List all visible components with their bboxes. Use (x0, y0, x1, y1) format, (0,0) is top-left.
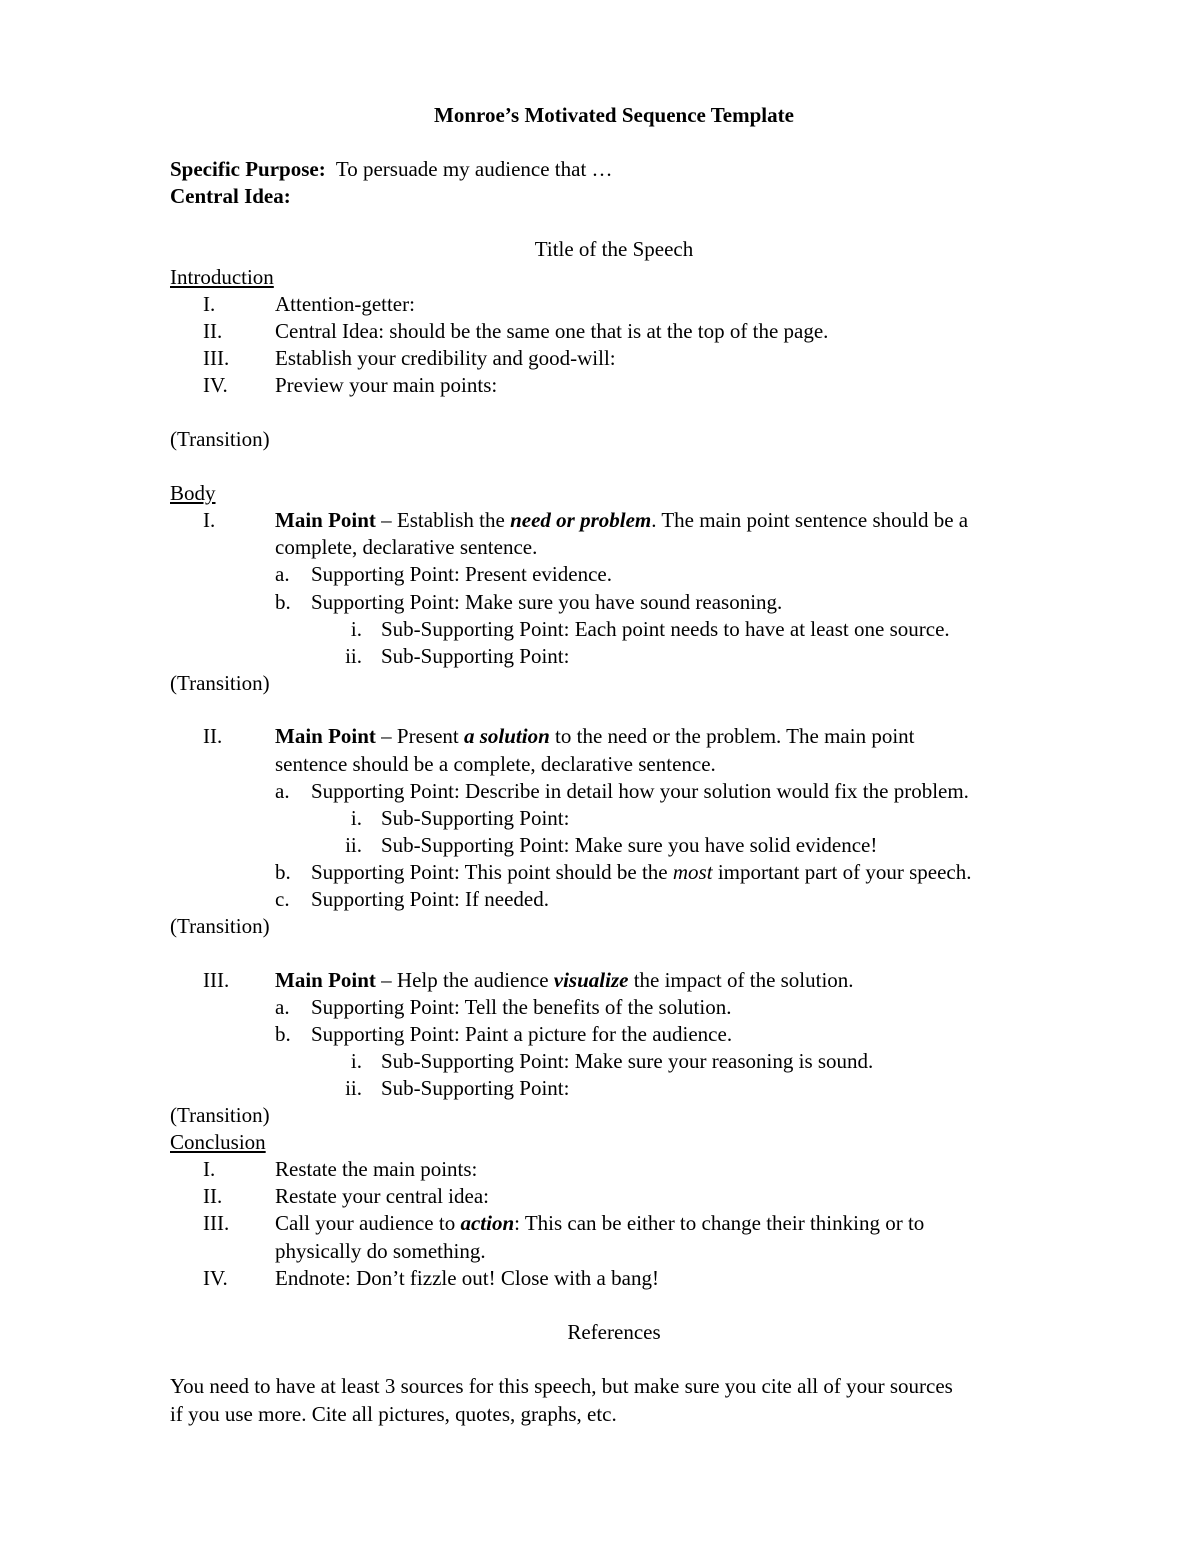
supporting-point-text: Supporting Point: Describe in detail how your solution would fix the problem. (311, 779, 969, 803)
sub-point-numeral: ii. (345, 833, 362, 857)
main-point-continuation: complete, declarative sentence. (275, 535, 538, 559)
supporting-point-letter: b. (275, 1022, 291, 1046)
main-point-line (275, 723, 915, 749)
central-idea-label: Central Idea: (170, 184, 291, 208)
intro-item-text: Attention-getter: (275, 292, 415, 316)
main-point-label: Main Point (275, 508, 376, 532)
main-point-pre: – Establish the (375, 508, 511, 532)
references-paragraph-line: You need to have at least 3 sources for this speech, but make sure you cite all of your sources (170, 1374, 953, 1398)
main-point-number: III. (203, 968, 230, 992)
specific-purpose-label: Specific Purpose: (170, 157, 326, 181)
main-point-pre: – Help the audience (375, 968, 554, 992)
transition-label: (Transition) (170, 671, 270, 695)
main-point-line (275, 967, 854, 993)
sub-point-text: Sub-Supporting Point: Each point needs to have at least one source. (381, 617, 950, 641)
intro-item-text: Central Idea: should be the same one that is at the top of the page. (275, 319, 829, 343)
supporting-point-text (311, 859, 972, 885)
document-title: Monroe’s Motivated Sequence Template (434, 103, 794, 127)
main-point-post: the impact of the solution. (628, 968, 854, 992)
supporting-point-text: Supporting Point: Make sure you have sound reasoning. (311, 590, 783, 614)
conclusion-heading: Conclusion (170, 1130, 266, 1154)
intro-item-text: Preview your main points: (275, 373, 498, 397)
conclusion-item-text (275, 1210, 924, 1236)
specific-purpose-line (170, 156, 613, 182)
main-point-label: Main Point (275, 724, 376, 748)
main-point-number: II. (203, 724, 223, 748)
sub-point-numeral: ii. (345, 644, 362, 668)
main-point-continuation: sentence should be a complete, declarative sentence. (275, 752, 716, 776)
transition-label: (Transition) (170, 427, 270, 451)
sub-point-numeral: i. (350, 1049, 362, 1073)
speech-title: Title of the Speech (534, 237, 694, 261)
sub-point-text: Sub-Supporting Point: Make sure you have solid evidence! (381, 833, 878, 857)
conclusion-item-number: I. (203, 1157, 216, 1181)
sub-point-text: Sub-Supporting Point: (381, 1076, 570, 1100)
references-paragraph-line: if you use more. Cite all pictures, quotes, graphs, etc. (170, 1402, 617, 1426)
conclusion-item-post: : This can be either to change their thinking or to (514, 1211, 925, 1235)
supporting-point-emphasis: most (672, 860, 713, 884)
intro-item-number: I. (203, 292, 216, 316)
supporting-point-text: Supporting Point: Paint a picture for the audience. (311, 1022, 733, 1046)
intro-item-number: IV. (203, 373, 228, 397)
supporting-point-text: Supporting Point: If needed. (311, 887, 549, 911)
conclusion-item-number: IV. (203, 1266, 228, 1290)
conclusion-item-emphasis: action (460, 1211, 515, 1235)
main-point-emphasis: need or problem (510, 508, 652, 532)
conclusion-item-number: II. (203, 1184, 223, 1208)
conclusion-item-number: III. (203, 1211, 230, 1235)
main-point-post: . The main point sentence should be a (651, 508, 969, 532)
main-point-number: I. (203, 508, 216, 532)
specific-purpose-value: To persuade my audience that … (335, 157, 613, 181)
transition-label: (Transition) (170, 1103, 270, 1127)
supporting-point-letter: b. (275, 860, 291, 884)
body-heading: Body (170, 481, 216, 505)
supporting-point-letter: c. (275, 887, 290, 911)
supporting-point-post: important part of your speech. (712, 860, 972, 884)
supporting-point-text: Supporting Point: Tell the benefits of the solution. (311, 995, 732, 1019)
intro-item-text: Establish your credibility and good-will: (275, 346, 616, 370)
sub-point-numeral: ii. (345, 1076, 362, 1100)
main-point-post: to the need or the problem. The main point (549, 724, 915, 748)
conclusion-item-text: Endnote: Don’t fizzle out! Close with a bang! (275, 1266, 659, 1290)
conclusion-item-text: Restate your central idea: (275, 1184, 489, 1208)
main-point-label: Main Point (275, 968, 376, 992)
main-point-line (275, 507, 968, 533)
intro-item-number: II. (203, 319, 223, 343)
supporting-point-letter: a. (275, 562, 290, 586)
sub-point-text: Sub-Supporting Point: Make sure your reasoning is sound. (381, 1049, 874, 1073)
sub-point-text: Sub-Supporting Point: (381, 806, 570, 830)
supporting-point-pre: Supporting Point: This point should be the (311, 860, 673, 884)
conclusion-item-continuation: physically do something. (275, 1239, 486, 1263)
transition-label: (Transition) (170, 914, 270, 938)
supporting-point-letter: a. (275, 995, 290, 1019)
main-point-emphasis: visualize (553, 968, 629, 992)
supporting-point-letter: a. (275, 779, 290, 803)
supporting-point-letter: b. (275, 590, 291, 614)
supporting-point-text: Supporting Point: Present evidence. (311, 562, 612, 586)
sub-point-text: Sub-Supporting Point: (381, 644, 570, 668)
main-point-pre: – Present (375, 724, 464, 748)
conclusion-item-text: Restate the main points: (275, 1157, 478, 1181)
references-heading: References (567, 1320, 661, 1344)
introduction-heading: Introduction (170, 265, 274, 289)
sub-point-numeral: i. (350, 806, 362, 830)
main-point-emphasis: a solution (464, 724, 550, 748)
intro-item-number: III. (203, 346, 230, 370)
conclusion-item-pre: Call your audience to (275, 1211, 461, 1235)
sub-point-numeral: i. (350, 617, 362, 641)
